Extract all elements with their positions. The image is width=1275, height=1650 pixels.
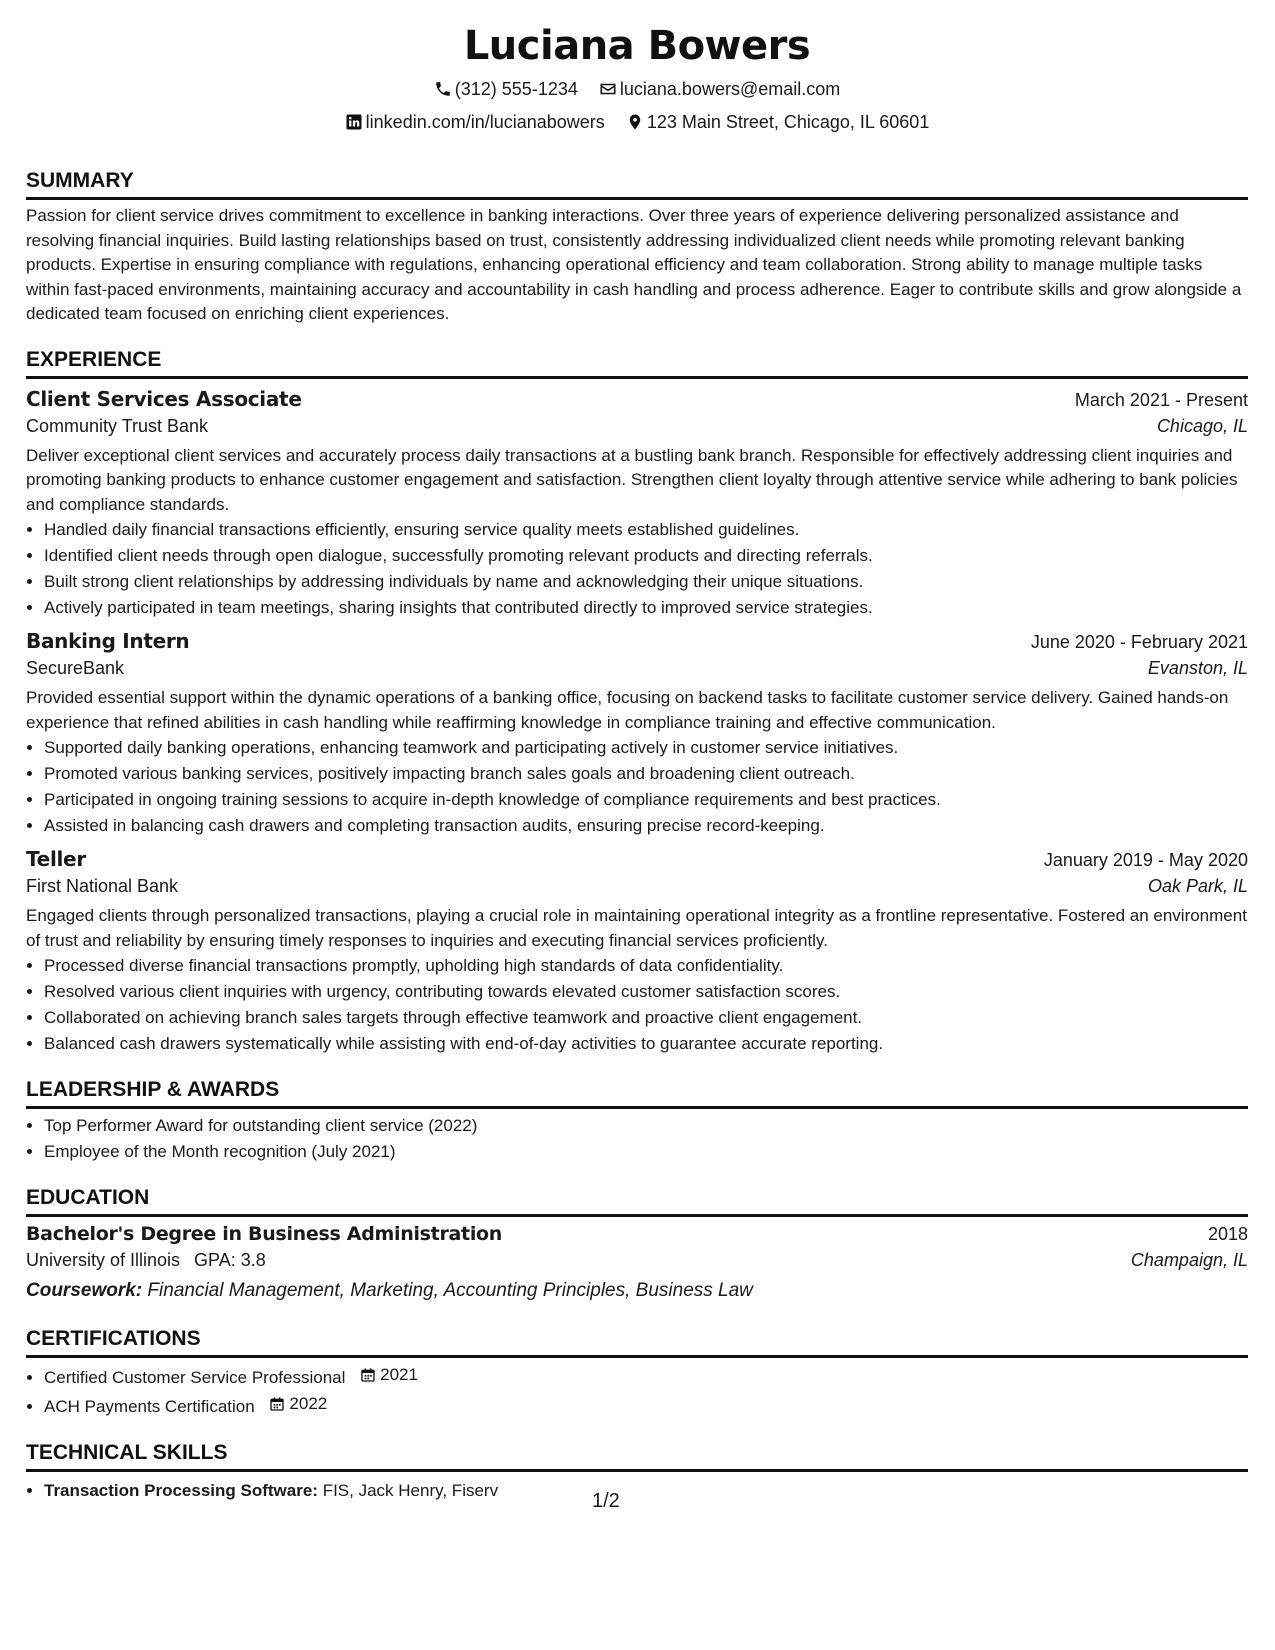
phone-icon: [434, 80, 452, 98]
gpa: GPA: 3.8: [194, 1250, 266, 1270]
list-item: • Balanced cash drawers systematically while assisting with end-of-day activities to guarantee accurate reporting.: [44, 1031, 1248, 1057]
section-title-certifications: CERTIFICATIONS: [26, 1324, 1248, 1358]
skill-value: FIS, Jack Henry, Fiserv: [322, 1481, 499, 1500]
job-title: Banking Intern: [26, 629, 190, 653]
job-bullets: [26, 735, 1248, 839]
linkedin-icon: [345, 113, 363, 131]
section-title-experience: EXPERIENCE: [26, 345, 1248, 379]
certifications-list: [26, 1362, 1248, 1420]
skills-list: [26, 1478, 1248, 1504]
job-bullets: [26, 953, 1248, 1057]
list-item: • Collaborated on achieving branch sales targets through effective teamwork and proactive client engagement.: [44, 1005, 1248, 1031]
summary-text: Passion for client service drives commitment to excellence in banking interactions. Over three years of experience delivering personalized assistance and resolving financial inquiries. Build lasting relationships based on trust, consistently addressing individualized client needs while promoting relevant banking products. Expertise in ensuring compliance with regulations, enhancing operational efficiency and team collaboration. Strong ability to manage multiple tasks within fast-paced environments, maintaining accuracy and accountability in cash handling and process adherence. Eager to contribute skills and grow alongside a dedicated team focused on enriching client experiences.: [26, 206, 1242, 323]
cert-name: ACH Payments Certification: [44, 1397, 255, 1416]
section-title-education: EDUCATION: [26, 1183, 1248, 1217]
job-title: Teller: [26, 847, 86, 871]
calendar-icon: [269, 1396, 285, 1412]
list-item: [44, 1362, 1248, 1391]
job-company: First National Bank: [26, 876, 179, 896]
map-pin-icon: [626, 113, 644, 131]
leadership-section: [26, 1075, 1248, 1165]
resume-page: [26, 18, 1248, 1504]
page-number: 1/2: [592, 1490, 620, 1512]
job-location: Oak Park, IL: [1147, 876, 1248, 896]
school-line: [26, 1245, 266, 1276]
school-name: University of Illinois: [26, 1250, 181, 1270]
list-item: • Top Performer Award for outstanding client service (2022): [44, 1113, 1248, 1139]
list-item: [44, 1478, 1248, 1504]
job-description: Deliver exceptional client services and accurately process daily transactions at a bustling bank branch. Responsible for effectively addressing client inquiries and promoting banking products to enhance customer engagement and satisfaction. Strengthen client loyalty through attentive service while adhering to bank policies and compliance standards.: [26, 445, 1238, 514]
contact-address: [626, 107, 930, 137]
job-company: SecureBank: [26, 658, 125, 678]
contact-linkedin[interactable]: [345, 107, 605, 137]
phone-text: (312) 555-1234: [454, 79, 578, 99]
envelope-icon: [599, 80, 617, 98]
linkedin-text: linkedin.com/in/lucianabowers: [365, 112, 605, 132]
list-item: • Actively participated in team meetings, sharing insights that contributed directly to improved service strategies.: [44, 595, 1248, 621]
cert-name: Certified Customer Service Professional: [44, 1368, 346, 1387]
email-text: luciana.bowers@email.com: [619, 79, 841, 99]
school-location: Champaign, IL: [1130, 1250, 1248, 1270]
job-entry: [26, 847, 1248, 1057]
job-entry: [26, 387, 1248, 622]
contact-phone: [434, 74, 578, 104]
job-company: Community Trust Bank: [26, 415, 209, 436]
summary-section: [26, 166, 1248, 327]
job-dates: January 2019 - May 2020: [1043, 850, 1248, 870]
list-item: • Built strong client relationships by addressing individuals by name and acknowledging their unique situations.: [44, 569, 1248, 595]
job-bullets: [26, 517, 1248, 621]
skill-label: Transaction Processing Software:: [44, 1481, 318, 1500]
list-item: • Identified client needs through open dialogue, successfully promoting relevant products and directing referrals.: [44, 543, 1248, 569]
contact-line-1: [26, 74, 1248, 107]
list-item: • Participated in ongoing training sessions to acquire in-depth knowledge of compliance requirements and best practices.: [44, 787, 1248, 813]
section-title-summary: SUMMARY: [26, 166, 1248, 200]
cert-year-wrap: [360, 1362, 418, 1388]
education-section: [26, 1183, 1248, 1306]
contact-email[interactable]: [599, 74, 840, 104]
section-title-skills: TECHNICAL SKILLS: [26, 1438, 1248, 1472]
address-text: 123 Main Street, Chicago, IL 60601: [646, 112, 930, 132]
list-item: • Resolved various client inquiries with urgency, contributing towards elevated customer satisfaction scores.: [44, 979, 1248, 1005]
list-item: [44, 1391, 1248, 1420]
certifications-section: [26, 1324, 1248, 1420]
coursework-label: Coursework:: [26, 1280, 143, 1301]
list-item: • Assisted in balancing cash drawers and completing transaction audits, ensuring precise record-keeping.: [44, 813, 1248, 839]
candidate-name: Luciana Bowers: [463, 23, 811, 69]
degree-title: Bachelor's Degree in Business Administration: [26, 1223, 503, 1245]
job-dates: March 2021 - Present: [1074, 389, 1248, 410]
list-item: • Promoted various banking services, positively impacting branch sales goals and broadening client outreach.: [44, 761, 1248, 787]
list-item: • Processed diverse financial transactions promptly, upholding high standards of data confidentiality.: [44, 953, 1248, 979]
job-description: Engaged clients through personalized transactions, playing a crucial role in maintaining operational integrity as a frontline representative. Fostered an environment of trust and reliability by ensuring timely responses to inquiries and executing financial services proficiently.: [26, 906, 1247, 950]
job-title: Client Services Associate: [26, 386, 302, 411]
calendar-icon: [360, 1367, 376, 1383]
experience-section: [26, 345, 1248, 1058]
job-dates: June 2020 - February 2021: [1030, 632, 1248, 652]
list-item: • Handled daily financial transactions efficiently, ensuring service quality meets established guidelines.: [44, 517, 1248, 543]
section-title-leadership: LEADERSHIP & AWARDS: [26, 1075, 1248, 1109]
cert-year: 2022: [289, 1394, 328, 1413]
job-entry: [26, 629, 1248, 839]
education-entry: [26, 1223, 1248, 1306]
skills-section: [26, 1438, 1248, 1504]
cert-year-wrap: [269, 1391, 327, 1417]
job-location: Evanston, IL: [1147, 658, 1248, 678]
list-item: • Supported daily banking operations, enhancing teamwork and participating actively in customer service initiatives.: [44, 735, 1248, 761]
cert-year: 2021: [380, 1365, 418, 1384]
contact-line-2: [26, 107, 1248, 140]
coursework-list: Financial Management, Marketing, Accounting Principles, Business Law: [147, 1280, 753, 1301]
list-item: • Employee of the Month recognition (July 2021): [44, 1139, 1248, 1165]
leadership-list: [26, 1113, 1248, 1165]
graduation-year: 2018: [1207, 1224, 1248, 1244]
coursework: [26, 1276, 1248, 1306]
job-description: Provided essential support within the dynamic operations of a banking office, focusing on backend tasks to facilitate customer service delivery. Gained hands-on experience that refined abilities in cash handling while reaffirming knowledge in compliance training and effective communication.: [26, 688, 1229, 732]
job-location: Chicago, IL: [1156, 415, 1248, 436]
